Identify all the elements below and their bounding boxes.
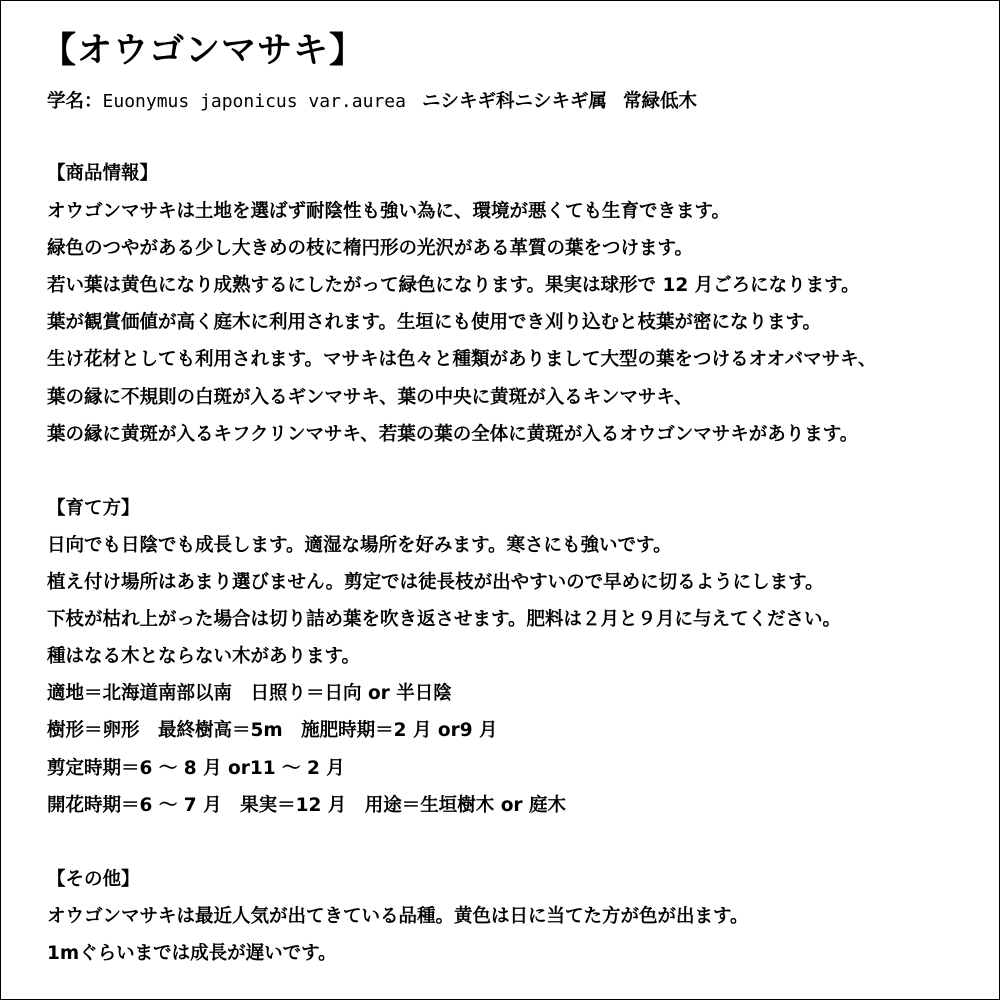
care-line: 日向でも日陰でも成長します。適湿な場所を好みます。寒さにも強いです。 bbox=[47, 535, 672, 556]
section-heading-other: 【その他】 bbox=[47, 869, 140, 890]
page-title: 【オウゴンマサキ】 bbox=[41, 31, 366, 71]
plant-type: 常緑低木 bbox=[622, 91, 697, 112]
care-line: 下枝が枯れ上がった場合は切り詰め葉を吹き返させます。肥料は２月と９月に与えてください。 bbox=[47, 609, 842, 630]
care-line: 開花時期＝6 ～ 7 月 果実＝12 月 用途＝生垣樹木 or 庭木 bbox=[47, 795, 566, 816]
product-info-line: オウゴンマサキは土地を選ばず耐陰性も強い為に、環境が悪くても生育できます。 bbox=[47, 201, 731, 222]
section-heading-product-info: 【商品情報】 bbox=[47, 163, 159, 184]
plant-family: ニシキギ科ニシキギ属 bbox=[421, 91, 607, 112]
section-heading-care: 【育て方】 bbox=[47, 498, 140, 519]
other-line: 1mぐらいまでは成長が遅いです。 bbox=[47, 943, 337, 964]
product-info-line: 生け花材としても利用されます。マサキは色々と種類がありまして大型の葉をつけるオオバマサキ、 bbox=[47, 349, 877, 370]
care-line: 樹形＝卵形 最終樹高＝5m 施肥時期＝2 月 or9 月 bbox=[47, 720, 498, 741]
scientific-name-label: 学名： bbox=[47, 91, 103, 112]
care-line: 適地＝北海道南部以南 日照り＝日向 or 半日陰 bbox=[47, 683, 452, 704]
scientific-name-line bbox=[47, 90, 697, 114]
product-info-line: 葉が観賞価値が高く庭木に利用されます。生垣にも使用でき刈り込むと枝葉が密になります。 bbox=[47, 312, 822, 333]
scientific-name: Euonymus japonicus var.aurea bbox=[102, 91, 406, 112]
product-info-line: 緑色のつやがある少し大きめの枝に楕円形の光沢がある革質の葉をつけます。 bbox=[47, 238, 694, 259]
care-line: 植え付け場所はあまり選びません。剪定では徒長枝が出やすいので早めに切るようにします。 bbox=[47, 572, 824, 593]
care-line: 種はなる木とならない木があります。 bbox=[47, 646, 361, 667]
care-line: 剪定時期＝6 ～ 8 月 or11 ～ 2 月 bbox=[47, 758, 345, 779]
product-info-line: 葉の縁に黄斑が入るキフクリンマサキ、若葉の葉の全体に黄斑が入るオウゴンマサキがあります。 bbox=[47, 424, 859, 445]
other-line: オウゴンマサキは最近人気が出てきている品種。黄色は日に当てた方が色が出ます。 bbox=[47, 906, 749, 927]
product-info-line: 葉の縁に不規則の白斑が入るギンマサキ、葉の中央に黄斑が入るキンマサキ、 bbox=[47, 387, 693, 408]
product-info-line: 若い葉は黄色になり成熟するにしたがって緑色になります。果実は球形で 12 月ごろになります。 bbox=[47, 275, 860, 296]
